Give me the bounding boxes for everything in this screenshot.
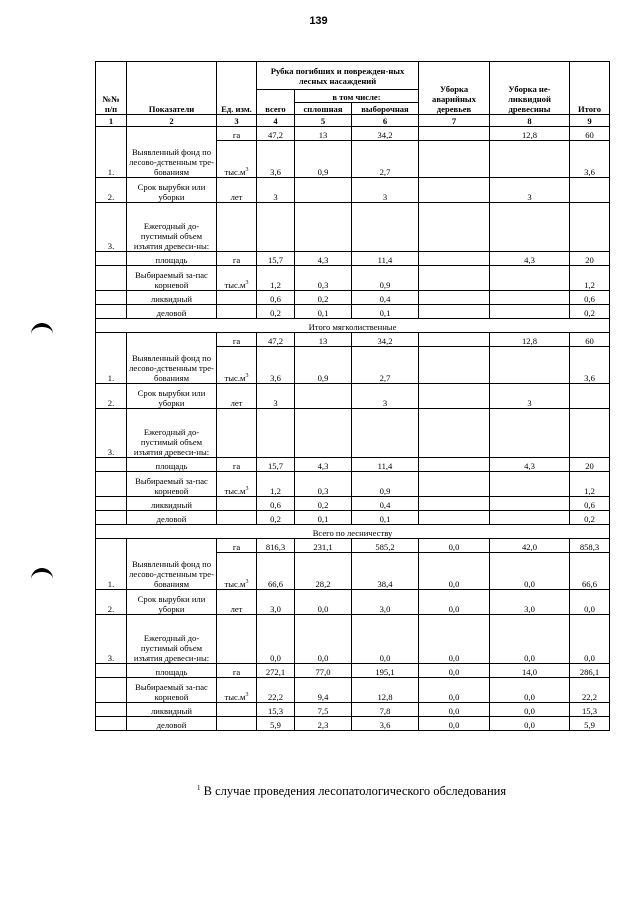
page-number: 139 <box>309 15 328 27</box>
row-number <box>96 497 127 511</box>
header-indicators: Показатели <box>127 62 217 115</box>
value-clear: 9,4 <box>295 678 352 703</box>
value-nonliquid <box>490 472 570 497</box>
value-clear: 0,2 <box>295 291 352 305</box>
row-number <box>96 664 127 678</box>
value-total: 47,2 <box>257 333 295 347</box>
col-number: 5 <box>295 115 352 127</box>
table-row <box>96 384 610 409</box>
value-selective: 0,1 <box>352 511 419 525</box>
indicator-label: Ежегодный до-пустимый объем изъятия древеси-ны: <box>127 203 217 252</box>
value-total: 1,2 <box>257 472 295 497</box>
table-row <box>96 703 610 717</box>
value-itogo: 20 <box>570 252 610 266</box>
value-selective: 3 <box>352 178 419 203</box>
table-row <box>96 717 610 731</box>
value-itogo <box>570 384 610 409</box>
unit-cell: га <box>217 458 257 472</box>
footnote <box>197 784 506 799</box>
value-clear: 77,0 <box>295 664 352 678</box>
value-emergency: 0,0 <box>419 590 490 615</box>
table-row <box>96 319 610 333</box>
unit-superscript: 3 <box>245 579 249 586</box>
indicator-label: площадь <box>127 458 217 472</box>
value-selective: 3 <box>352 384 419 409</box>
value-total: 0,0 <box>257 615 295 664</box>
value-total <box>257 203 295 252</box>
value-emergency <box>419 178 490 203</box>
value-itogo: 1,2 <box>570 266 610 291</box>
header-unit: Ед. изм. <box>217 62 257 115</box>
row-number <box>96 266 127 291</box>
value-total: 0,6 <box>257 497 295 511</box>
value-emergency: 0,0 <box>419 717 490 731</box>
value-clear <box>295 384 352 409</box>
indicator-label: Срок вырубки или уборки <box>127 178 217 203</box>
row-number <box>96 717 127 731</box>
value-clear: 0,1 <box>295 511 352 525</box>
col-number: 1 <box>96 115 127 127</box>
value-clear: 2,3 <box>295 717 352 731</box>
table-row <box>96 678 610 703</box>
value-itogo <box>570 203 610 252</box>
value-total: 3 <box>257 384 295 409</box>
row-number <box>96 703 127 717</box>
value-nonliquid: 12,8 <box>490 333 570 347</box>
value-itogo: 5,9 <box>570 717 610 731</box>
value-emergency: 0,0 <box>419 703 490 717</box>
section-title: Всего по лесничеству <box>96 525 610 539</box>
col-number: 2 <box>127 115 217 127</box>
value-emergency: 0,0 <box>419 539 490 553</box>
unit-cell <box>217 305 257 319</box>
table-row <box>96 458 610 472</box>
value-selective: 12,8 <box>352 678 419 703</box>
value-nonliquid: 3,0 <box>490 590 570 615</box>
value-clear: 7,5 <box>295 703 352 717</box>
value-total: 816,3 <box>257 539 295 553</box>
indicator-label: ликвидный <box>127 291 217 305</box>
value-total: 3,0 <box>257 590 295 615</box>
indicator-label: деловой <box>127 511 217 525</box>
value-clear: 0,0 <box>295 615 352 664</box>
unit-cell <box>217 511 257 525</box>
table-row <box>96 472 610 497</box>
hole-punch-mark <box>31 568 53 582</box>
col-number: 6 <box>352 115 419 127</box>
value-nonliquid: 3 <box>490 384 570 409</box>
value-nonliquid <box>490 347 570 384</box>
table-row <box>96 127 610 141</box>
value-clear: 0,2 <box>295 497 352 511</box>
forest-table <box>95 61 610 731</box>
indicator-label: Выбираемый за-пас корневой <box>127 472 217 497</box>
indicator-label: Выбираемый за-пас корневой <box>127 266 217 291</box>
value-clear: 0,9 <box>295 141 352 178</box>
unit-cell <box>217 717 257 731</box>
unit-superscript: 3 <box>245 167 249 174</box>
header-itogo: Итого <box>570 62 610 115</box>
row-number <box>96 678 127 703</box>
indicator-label: Выявленный фонд по лесово-дственным тре-бованиям <box>127 333 217 384</box>
value-emergency <box>419 409 490 458</box>
unit-text: тыс.м <box>224 579 246 589</box>
value-nonliquid: 4,3 <box>490 252 570 266</box>
col-number: 8 <box>490 115 570 127</box>
unit-cell <box>217 703 257 717</box>
value-selective <box>352 409 419 458</box>
value-selective: 7,8 <box>352 703 419 717</box>
unit-superscript: 3 <box>245 486 249 493</box>
value-emergency <box>419 347 490 384</box>
indicator-label: ликвидный <box>127 703 217 717</box>
unit-cell <box>217 266 257 291</box>
indicator-label: деловой <box>127 305 217 319</box>
unit-cell <box>217 615 257 664</box>
unit-superscript: 3 <box>245 373 249 380</box>
value-total: 0,6 <box>257 291 295 305</box>
indicator-label: Ежегодный до-пустимый объем изъятия древеси-ны: <box>127 615 217 664</box>
unit-text: тыс.м <box>224 692 246 702</box>
unit-cell <box>217 472 257 497</box>
value-selective: 38,4 <box>352 553 419 590</box>
value-emergency <box>419 266 490 291</box>
table-row <box>96 525 610 539</box>
value-emergency <box>419 127 490 141</box>
value-emergency <box>419 291 490 305</box>
value-total: 272,1 <box>257 664 295 678</box>
unit-cell: га <box>217 127 257 141</box>
value-emergency <box>419 511 490 525</box>
value-clear: 0,3 <box>295 472 352 497</box>
value-clear: 13 <box>295 127 352 141</box>
unit-text: тыс.м <box>224 373 246 383</box>
value-itogo: 15,3 <box>570 703 610 717</box>
value-emergency <box>419 252 490 266</box>
header-num: №№ п/п <box>96 62 127 115</box>
table-row <box>96 333 610 347</box>
value-selective: 2,7 <box>352 347 419 384</box>
row-number: 3. <box>96 409 127 458</box>
value-total: 22,2 <box>257 678 295 703</box>
unit-cell <box>217 141 257 178</box>
value-nonliquid: 0,0 <box>490 703 570 717</box>
value-clear: 0,0 <box>295 590 352 615</box>
table-body <box>96 127 610 731</box>
value-total: 3,6 <box>257 141 295 178</box>
value-itogo: 858,3 <box>570 539 610 553</box>
value-total: 3 <box>257 178 295 203</box>
value-nonliquid: 0,0 <box>490 553 570 590</box>
value-nonliquid <box>490 497 570 511</box>
row-number <box>96 291 127 305</box>
header-emergency: Уборка аварийных деревьев <box>419 62 490 115</box>
value-total: 0,2 <box>257 305 295 319</box>
value-emergency <box>419 384 490 409</box>
value-itogo: 0,2 <box>570 511 610 525</box>
row-number <box>96 472 127 497</box>
table-row <box>96 539 610 553</box>
unit-cell <box>217 678 257 703</box>
value-clear <box>295 178 352 203</box>
row-number <box>96 458 127 472</box>
value-clear <box>295 203 352 252</box>
header-selective: выборочная <box>352 103 419 115</box>
header-felling: Рубка погибших и поврежден-ных лесных насаждений <box>257 62 419 90</box>
value-total: 0,2 <box>257 511 295 525</box>
table-row <box>96 252 610 266</box>
value-itogo: 22,2 <box>570 678 610 703</box>
row-number: 2. <box>96 178 127 203</box>
value-itogo <box>570 178 610 203</box>
value-nonliquid <box>490 305 570 319</box>
value-selective: 0,4 <box>352 497 419 511</box>
col-number: 4 <box>257 115 295 127</box>
value-itogo: 286,1 <box>570 664 610 678</box>
value-itogo: 66,6 <box>570 553 610 590</box>
table-row <box>96 664 610 678</box>
table-row <box>96 497 610 511</box>
value-nonliquid: 4,3 <box>490 458 570 472</box>
value-nonliquid: 12,8 <box>490 127 570 141</box>
value-selective: 3,0 <box>352 590 419 615</box>
value-emergency <box>419 458 490 472</box>
row-number: 1. <box>96 539 127 590</box>
value-selective: 3,6 <box>352 717 419 731</box>
unit-cell: лет <box>217 590 257 615</box>
value-total: 66,6 <box>257 553 295 590</box>
value-selective <box>352 203 419 252</box>
value-emergency: 0,0 <box>419 664 490 678</box>
row-number: 2. <box>96 384 127 409</box>
value-itogo: 20 <box>570 458 610 472</box>
value-clear: 4,3 <box>295 252 352 266</box>
value-nonliquid: 0,0 <box>490 615 570 664</box>
value-itogo: 60 <box>570 127 610 141</box>
value-itogo: 0,6 <box>570 497 610 511</box>
footnote-text: В случае проведения лесопатологического обследования <box>203 784 507 798</box>
row-number <box>96 305 127 319</box>
indicator-label: Выбираемый за-пас корневой <box>127 678 217 703</box>
unit-cell <box>217 291 257 305</box>
indicator-label: Ежегодный до-пустимый объем изъятия древеси-ны: <box>127 409 217 458</box>
unit-cell <box>217 553 257 590</box>
value-nonliquid <box>490 203 570 252</box>
col-number: 9 <box>570 115 610 127</box>
value-total: 5,9 <box>257 717 295 731</box>
indicator-label: ликвидный <box>127 497 217 511</box>
table-row <box>96 178 610 203</box>
value-itogo: 0,2 <box>570 305 610 319</box>
hole-punch-mark <box>31 323 53 337</box>
value-selective: 0,0 <box>352 615 419 664</box>
value-clear: 4,3 <box>295 458 352 472</box>
value-nonliquid <box>490 511 570 525</box>
table-row <box>96 409 610 458</box>
row-number: 3. <box>96 615 127 664</box>
unit-superscript: 3 <box>245 280 249 287</box>
indicator-label: Выявленный фонд по лесово-дственным тре-бованиям <box>127 539 217 590</box>
unit-cell: га <box>217 252 257 266</box>
value-emergency: 0,0 <box>419 615 490 664</box>
indicator-label: Срок вырубки или уборки <box>127 384 217 409</box>
value-emergency <box>419 141 490 178</box>
value-total: 15,7 <box>257 458 295 472</box>
unit-cell: лет <box>217 178 257 203</box>
col-number: 7 <box>419 115 490 127</box>
indicator-label: деловой <box>127 717 217 731</box>
value-itogo: 1,2 <box>570 472 610 497</box>
value-total: 15,3 <box>257 703 295 717</box>
value-total: 47,2 <box>257 127 295 141</box>
value-itogo: 0,0 <box>570 615 610 664</box>
value-nonliquid <box>490 266 570 291</box>
value-itogo: 3,6 <box>570 347 610 384</box>
value-nonliquid: 42,0 <box>490 539 570 553</box>
row-number <box>96 252 127 266</box>
table-row <box>96 305 610 319</box>
value-itogo <box>570 409 610 458</box>
table-row <box>96 590 610 615</box>
unit-cell <box>217 409 257 458</box>
value-selective: 0,9 <box>352 472 419 497</box>
unit-text: тыс.м <box>224 167 246 177</box>
value-clear: 13 <box>295 333 352 347</box>
indicator-label: Выявленный фонд по лесово-дственным тре-бованиям <box>127 127 217 178</box>
value-selective: 0,9 <box>352 266 419 291</box>
row-number: 1. <box>96 333 127 384</box>
unit-cell: га <box>217 333 257 347</box>
indicator-label: площадь <box>127 664 217 678</box>
value-nonliquid: 14,0 <box>490 664 570 678</box>
value-selective: 0,4 <box>352 291 419 305</box>
value-selective: 195,1 <box>352 664 419 678</box>
value-clear: 0,3 <box>295 266 352 291</box>
table-row <box>96 266 610 291</box>
unit-text: тыс.м <box>224 280 246 290</box>
header-total: всего <box>257 90 295 115</box>
unit-text: тыс.м <box>224 486 246 496</box>
value-nonliquid: 3 <box>490 178 570 203</box>
value-clear: 28,2 <box>295 553 352 590</box>
table-row <box>96 203 610 252</box>
value-clear: 0,9 <box>295 347 352 384</box>
value-nonliquid <box>490 409 570 458</box>
footnote-mark: 1 <box>197 784 201 792</box>
unit-cell: га <box>217 539 257 553</box>
value-itogo: 3,6 <box>570 141 610 178</box>
header-nonliquid: Уборка не-ликвидной древесины <box>490 62 570 115</box>
value-selective: 34,2 <box>352 333 419 347</box>
value-clear <box>295 409 352 458</box>
table-row <box>96 291 610 305</box>
unit-cell: лет <box>217 384 257 409</box>
value-nonliquid: 0,0 <box>490 678 570 703</box>
value-emergency: 0,0 <box>419 678 490 703</box>
value-itogo: 60 <box>570 333 610 347</box>
value-nonliquid <box>490 141 570 178</box>
unit-superscript: 3 <box>245 692 249 699</box>
table-header <box>96 62 610 127</box>
value-selective: 2,7 <box>352 141 419 178</box>
value-emergency: 0,0 <box>419 553 490 590</box>
value-clear: 231,1 <box>295 539 352 553</box>
value-selective: 34,2 <box>352 127 419 141</box>
value-selective: 11,4 <box>352 458 419 472</box>
row-number: 2. <box>96 590 127 615</box>
value-selective: 585,2 <box>352 539 419 553</box>
table-row <box>96 615 610 664</box>
value-itogo: 0,0 <box>570 590 610 615</box>
value-total: 3,6 <box>257 347 295 384</box>
value-emergency <box>419 203 490 252</box>
value-total: 1,2 <box>257 266 295 291</box>
unit-cell <box>217 203 257 252</box>
indicator-label: площадь <box>127 252 217 266</box>
header-clear: сплошная <box>295 103 352 115</box>
value-nonliquid <box>490 291 570 305</box>
row-number <box>96 511 127 525</box>
unit-cell <box>217 347 257 384</box>
unit-cell: га <box>217 664 257 678</box>
value-total <box>257 409 295 458</box>
unit-cell <box>217 497 257 511</box>
col-number: 3 <box>217 115 257 127</box>
header-including: в том числе: <box>295 90 419 103</box>
value-emergency <box>419 333 490 347</box>
value-nonliquid: 0,0 <box>490 717 570 731</box>
value-emergency <box>419 305 490 319</box>
value-itogo: 0,6 <box>570 291 610 305</box>
table-row <box>96 511 610 525</box>
value-selective: 0,1 <box>352 305 419 319</box>
value-emergency <box>419 472 490 497</box>
value-total: 15,7 <box>257 252 295 266</box>
value-selective: 11,4 <box>352 252 419 266</box>
value-clear: 0,1 <box>295 305 352 319</box>
indicator-label: Срок вырубки или уборки <box>127 590 217 615</box>
row-number: 3. <box>96 203 127 252</box>
value-emergency <box>419 497 490 511</box>
section-title: Итого мягколиственные <box>96 319 610 333</box>
row-number: 1. <box>96 127 127 178</box>
